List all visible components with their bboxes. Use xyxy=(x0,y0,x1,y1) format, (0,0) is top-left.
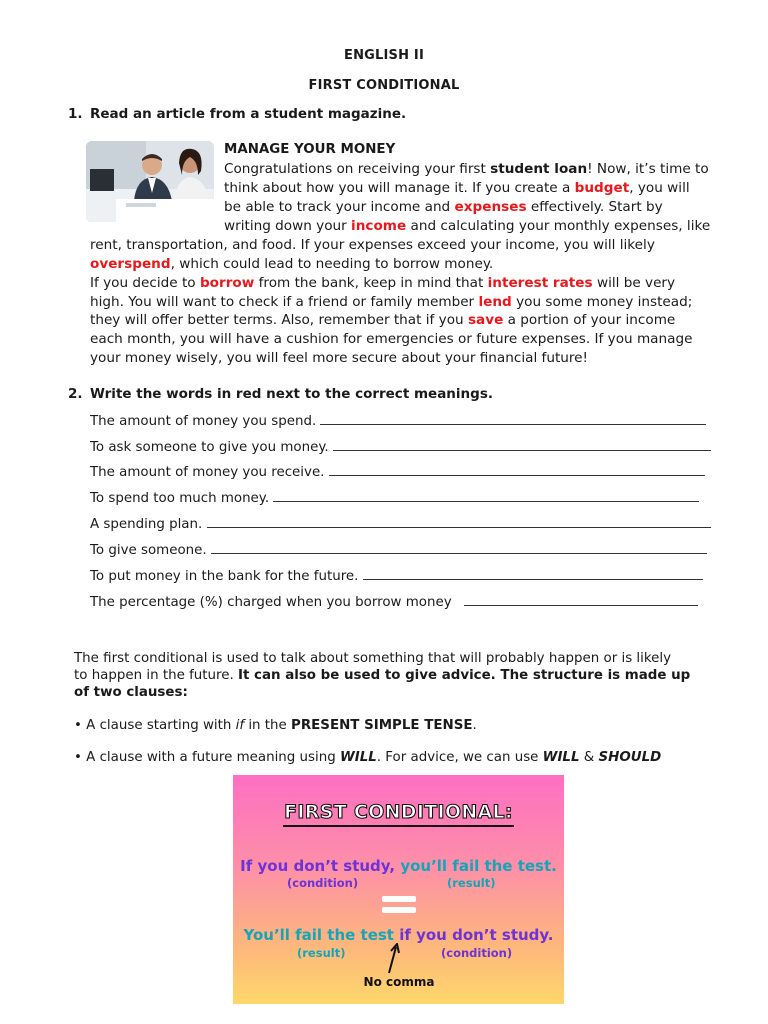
example2-condition: if you don’t study. xyxy=(393,926,554,944)
article-line xyxy=(90,311,675,330)
match-item-text: To spend too much money. xyxy=(90,491,270,506)
match-item-text: To ask someone to give you money. xyxy=(90,440,329,455)
vocab-word: interest rates xyxy=(487,275,593,291)
article-text: ! Now, it’s time to xyxy=(587,161,709,177)
article-line xyxy=(90,274,675,293)
example1-result-label: (result) xyxy=(447,876,496,890)
match-item-text: A spending plan. xyxy=(90,517,203,532)
match-item-text: To give someone. xyxy=(90,543,207,558)
first-conditional-poster xyxy=(233,775,564,1004)
title-underline xyxy=(283,825,514,828)
vocab-word: overspend xyxy=(90,256,171,272)
arrow-icon xyxy=(383,943,403,975)
vocab-word: borrow xyxy=(199,275,255,291)
example2-result: You’ll fail the test xyxy=(243,926,394,944)
no-comma-note: No comma xyxy=(363,975,435,989)
example1-condition-label: (condition) xyxy=(287,876,359,890)
bullet-present-simple xyxy=(74,717,477,734)
match-item xyxy=(90,541,707,558)
bullet-run: • A clause starting with xyxy=(74,718,236,733)
article-text: be able to track your income and xyxy=(224,199,455,215)
bullet-run: . xyxy=(472,718,477,733)
bullet-will-should xyxy=(74,749,661,766)
article-line xyxy=(224,179,690,198)
answer-blank[interactable] xyxy=(273,489,699,502)
article-text: think about how you will manage it. If you create a xyxy=(224,180,575,196)
article-text: writing down your xyxy=(224,218,352,234)
article-text: from the bank, keep in mind that xyxy=(254,275,488,291)
bullet-run: in the xyxy=(244,718,292,733)
bullet-run: . For advice, we can use xyxy=(376,750,543,765)
match-item xyxy=(90,412,706,429)
equals-sign-bottom xyxy=(382,907,416,913)
vocab-word: budget xyxy=(574,180,630,196)
article-line xyxy=(224,198,663,217)
match-item-text: The amount of money you spend. xyxy=(90,414,317,429)
explanation-line1: The first conditional is used to talk about something that will probably happen or is likely xyxy=(74,651,672,666)
equals-sign-top xyxy=(382,896,416,902)
article-text: , which could lead to needing to borrow money. xyxy=(170,256,494,272)
article-text: will be very xyxy=(592,275,676,291)
article-text: rent, transportation, and food. If your expenses exceed your income, you will likely xyxy=(90,237,655,253)
explanation-line2 xyxy=(74,667,690,684)
example1-condition: If you don’t study, xyxy=(240,857,396,875)
bold-term: student loan xyxy=(490,161,588,177)
answer-blank[interactable] xyxy=(464,593,698,606)
article-line xyxy=(90,330,692,349)
match-item-text: The amount of money you receive. xyxy=(90,465,325,480)
course-title: ENGLISH II xyxy=(344,48,424,63)
bullet-run: WILL xyxy=(339,750,377,765)
topic-title: FIRST CONDITIONAL xyxy=(308,78,460,93)
section2-heading xyxy=(68,386,493,402)
article-text: Congratulations on receiving your first xyxy=(224,161,491,177)
article-line xyxy=(90,255,493,274)
article-line xyxy=(90,236,655,255)
match-item xyxy=(90,463,705,480)
section2-number: 2. xyxy=(68,386,83,402)
match-item xyxy=(90,515,711,532)
match-item xyxy=(90,567,703,584)
answer-blank[interactable] xyxy=(207,515,711,528)
explanation-line3: of two clauses: xyxy=(74,685,188,700)
article-text: each month, you will have a cushion for emergencies or future expenses. If you manage xyxy=(90,331,693,347)
explanation-line2-b: It can also be used to give advice. The structure is made up xyxy=(237,668,691,683)
article-text: and calculating your monthly expenses, like xyxy=(406,218,711,234)
vocab-word: income xyxy=(351,218,407,234)
bullet-run: SHOULD xyxy=(598,750,662,765)
bullet-run: • A clause with a future meaning using xyxy=(74,750,340,765)
match-item-text: The percentage (%) charged when you borrow money xyxy=(90,595,452,610)
section1-number: 1. xyxy=(68,106,83,122)
section1-heading-text: Read an article from a student magazine. xyxy=(90,106,407,122)
poster-title: FIRST CONDITIONAL: xyxy=(284,801,513,823)
example1-result: you’ll fail the test. xyxy=(395,857,557,875)
article-text: they will offer better terms. Also, remember that if you xyxy=(90,312,468,328)
article-text: If you decide to xyxy=(90,275,200,291)
article-title: MANAGE YOUR MONEY xyxy=(224,142,396,157)
article-text: , you will xyxy=(629,180,690,196)
vocab-word: expenses xyxy=(454,199,527,215)
article-line xyxy=(224,217,710,236)
article-text: you some money instead; xyxy=(511,294,693,310)
bullet-run: WILL xyxy=(542,750,580,765)
vocab-word: save xyxy=(467,312,504,328)
match-item-text: To put money in the bank for the future. xyxy=(90,569,359,584)
example2-result-label: (result) xyxy=(297,946,346,960)
bullet-run: if xyxy=(235,718,245,733)
article-text: your money wisely, you will feel more secure about your financial future! xyxy=(90,350,588,366)
explanation-line2-a: to happen in the future. xyxy=(74,668,238,683)
bullet-run: & xyxy=(579,750,599,765)
article-line xyxy=(90,293,692,312)
match-item xyxy=(90,438,711,455)
example1 xyxy=(233,857,564,875)
answer-blank[interactable] xyxy=(320,412,706,425)
example2 xyxy=(233,926,564,944)
example2-condition-label: (condition) xyxy=(441,946,513,960)
article-line xyxy=(224,160,709,179)
match-item xyxy=(90,593,698,610)
article-text: a portion of your income xyxy=(503,312,676,328)
answer-blank[interactable] xyxy=(211,541,707,554)
article-body xyxy=(0,0,768,370)
answer-blank[interactable] xyxy=(333,438,711,451)
article-line xyxy=(90,349,588,368)
article-text: high. You will want to check if a friend or family member xyxy=(90,294,479,310)
section2-heading-text: Write the words in red next to the correct meanings. xyxy=(90,386,493,402)
answer-blank[interactable] xyxy=(363,567,703,580)
answer-blank[interactable] xyxy=(329,463,705,476)
article-text: effectively. Start by xyxy=(526,199,663,215)
bullet-run: PRESENT SIMPLE TENSE xyxy=(291,718,473,733)
vocab-word: lend xyxy=(478,294,512,310)
match-item xyxy=(90,489,699,506)
